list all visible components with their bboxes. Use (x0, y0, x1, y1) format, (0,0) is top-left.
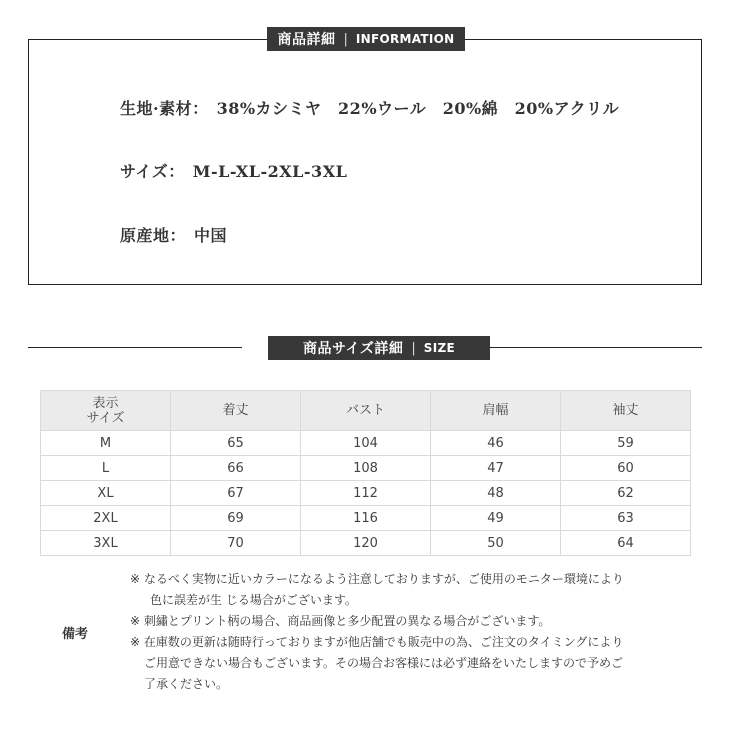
table-cell: 46 (431, 431, 561, 456)
table-cell: 108 (301, 456, 431, 481)
size-table (40, 390, 691, 556)
table-cell: 104 (301, 431, 431, 456)
table-row (41, 506, 691, 531)
origin-label: 原産地： (120, 226, 187, 245)
table-cell: 49 (431, 506, 561, 531)
size-label: サイズ： (120, 162, 185, 181)
size-value: M-L-XL-2XL-3XL (192, 162, 348, 181)
information-title-tab (267, 27, 465, 51)
table-cell: 60 (561, 456, 691, 481)
size-divider-left (28, 347, 242, 348)
size-title-tab (268, 336, 490, 360)
table-cell: 67 (171, 481, 301, 506)
table-cell: 65 (171, 431, 301, 456)
title-separator: | (343, 31, 348, 47)
notes-label: 備考 (62, 627, 89, 642)
table-row (41, 456, 691, 481)
header-bust: バスト (301, 391, 431, 431)
material-value: 38%カシミヤ 22%ウール 20%綿 20%アクリル (216, 99, 620, 118)
header-shoulder: 肩幅 (431, 391, 561, 431)
information-title-jp: 商品詳細 (277, 32, 336, 48)
origin-line (120, 223, 227, 246)
notes-block (130, 569, 690, 695)
table-cell: 2XL (41, 506, 171, 531)
header-display-size (41, 391, 171, 431)
table-cell: 120 (301, 531, 431, 556)
table-row (41, 431, 691, 456)
table-cell: 70 (171, 531, 301, 556)
header-length: 着丈 (171, 391, 301, 431)
material-line (120, 96, 619, 119)
table-header-row (41, 391, 691, 431)
note-line: 了承ください。 (144, 677, 229, 691)
table-cell: XL (41, 481, 171, 506)
size-divider-right (490, 347, 702, 348)
table-cell: 69 (171, 506, 301, 531)
table-cell: M (41, 431, 171, 456)
note-line: ご用意できない場合もございます。その場合お客様には必ず連絡をいたしますので予めご (144, 656, 624, 670)
table-cell: 112 (301, 481, 431, 506)
table-cell: 63 (561, 506, 691, 531)
note-line: ※ 在庫数の更新は随時行っておりますが他店舗でも販売中の為、ご注文のタイミングにより (130, 635, 624, 649)
table-cell: 66 (171, 456, 301, 481)
information-title-en: INFORMATION (355, 32, 455, 46)
table-cell: 59 (561, 431, 691, 456)
origin-value: 中国 (194, 226, 228, 245)
table-cell: 116 (301, 506, 431, 531)
size-line (120, 159, 347, 182)
header-display-size-line2: サイズ (86, 410, 125, 426)
table-cell: 3XL (41, 531, 171, 556)
table-cell: 47 (431, 456, 561, 481)
table-cell: 62 (561, 481, 691, 506)
table-cell: 48 (431, 481, 561, 506)
size-title-jp: 商品サイズ詳細 (303, 341, 404, 357)
table-row (41, 481, 691, 506)
note-line: ※ 刺繡とプリント柄の場合、商品画像と多少配置の異なる場合がございます。 (130, 614, 551, 628)
table-cell: 64 (561, 531, 691, 556)
note-line: 色に誤差が生 じる場合がございます。 (150, 593, 357, 607)
note-line: ※ なるべく実物に近いカラーになるよう注意しておりますが、ご使用のモニター環境により (130, 572, 624, 586)
table-cell: L (41, 456, 171, 481)
header-sleeve: 袖丈 (561, 391, 691, 431)
material-label: 生地·素材： (120, 99, 209, 118)
header-display-size-line1: 表示 (92, 395, 119, 411)
table-cell: 50 (431, 531, 561, 556)
size-title-en: SIZE (423, 341, 455, 355)
table-row (41, 531, 691, 556)
title-separator: | (411, 340, 416, 356)
